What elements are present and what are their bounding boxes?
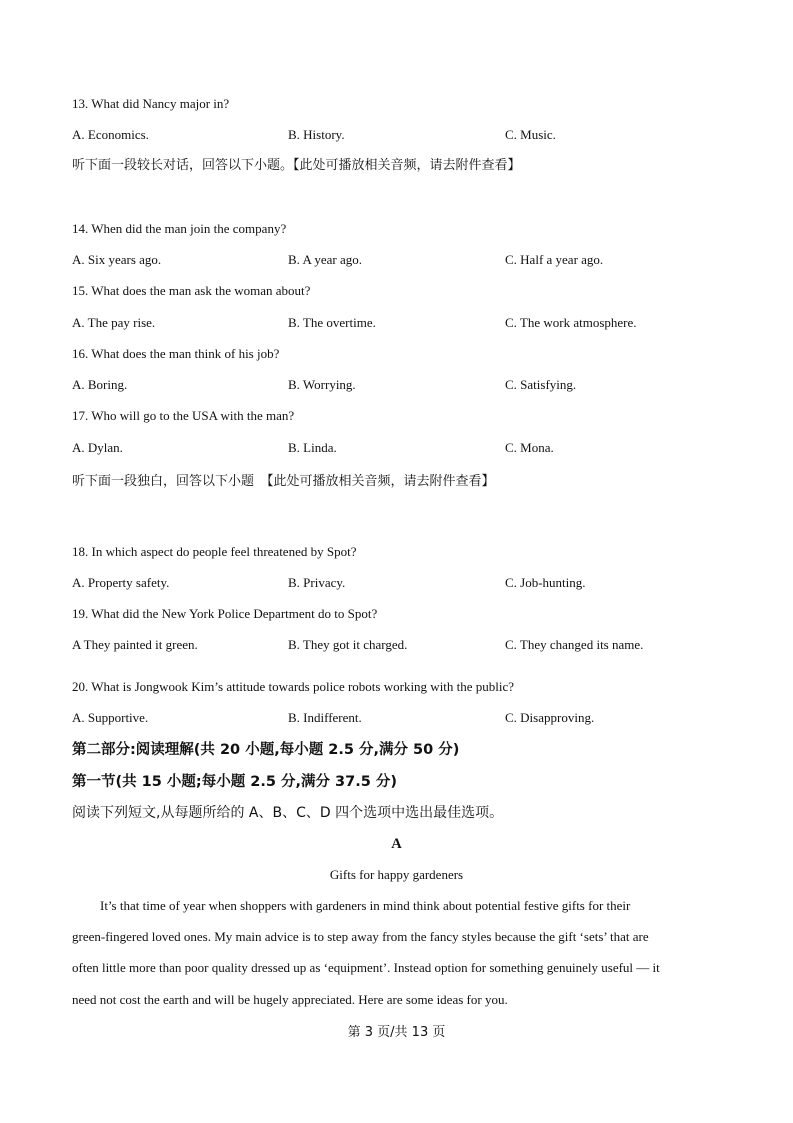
question-14-option-a: A. Six years ago.: [72, 252, 162, 267]
passage-title: Gifts for happy gardeners: [329, 867, 464, 882]
question-15-option-c: C. The work atmosphere.: [505, 315, 637, 330]
question-17-option-c: C. Mona.: [505, 440, 554, 455]
question-19-option-b: B. They got it charged.: [288, 637, 408, 652]
question-15-option-b: B. The overtime.: [288, 315, 376, 330]
question-13-option-a: A. Economics.: [72, 127, 149, 142]
question-18-option-c: C. Job-hunting.: [505, 575, 586, 590]
question-16-stem: 16. What does the man think of his job?: [72, 346, 280, 361]
question-13-option-b: B. History.: [288, 127, 345, 142]
question-13-option-c: C. Music.: [505, 127, 556, 142]
question-17-option-b: B. Linda.: [288, 440, 337, 455]
question-20-option-b: B. Indifferent.: [288, 710, 362, 725]
question-15-option-a: A. The pay rise.: [72, 315, 156, 330]
question-16-option-b: B. Worrying.: [288, 377, 356, 392]
question-17-stem: 17. Who will go to the USA with the man?: [72, 408, 295, 423]
question-19-option-a: A They painted it green.: [72, 637, 198, 652]
page-number: 第 3 页/共 13 页: [347, 1025, 446, 1040]
question-14-option-b: B. A year ago.: [288, 252, 363, 267]
question-18-option-b: B. Privacy.: [288, 575, 346, 590]
passage-letter: A: [391, 836, 402, 852]
question-16-option-a: A. Boring.: [72, 377, 128, 392]
question-17-option-a: A. Dylan.: [72, 440, 123, 455]
question-20-stem: 20. What is Jongwook Kim’s attitude towards police robots working with the public?: [72, 679, 515, 694]
section-heading: 第二部分:阅读理解(共 20 小题,每小题 2.5 分,满分 50 分): [72, 742, 460, 758]
passage-line: green-fingered loved ones. My main advice is to step away from the fancy styles because the gift ‘sets’ that are: [72, 929, 649, 944]
question-14-stem: 14. When did the man join the company?: [72, 221, 287, 236]
question-14-option-c: C. Half a year ago.: [505, 252, 604, 267]
instruction-long-dialogue: 听下面一段较长对话，回答以下小题。【此处可播放相关音频，请去附件查看】: [72, 158, 521, 173]
section-sub-heading: 第一节(共 15 小题;每小题 2.5 分,满分 37.5 分): [72, 774, 397, 790]
question-15-stem: 15. What does the man ask the woman about?: [72, 283, 311, 298]
passage-line: need not cost the earth and will be hugely appreciated. Here are some ideas for you.: [72, 992, 508, 1007]
instruction-monologue: 听下面一段独白，回答以下小题 【此处可播放相关音频，请去附件查看】: [72, 474, 495, 489]
question-20-option-c: C. Disapproving.: [505, 710, 595, 725]
question-13-stem: 13. What did Nancy major in?: [72, 96, 230, 111]
question-19-option-c: C. They changed its name.: [505, 637, 644, 652]
question-20-option-a: A. Supportive.: [72, 710, 149, 725]
question-19-stem: 19. What did the New York Police Department do to Spot?: [72, 606, 378, 621]
section-directions: 阅读下列短文,从每题所给的 A、B、C、D 四个选项中选出最佳选项。: [72, 805, 504, 821]
question-18-stem: 18. In which aspect do people feel threatened by Spot?: [72, 544, 357, 559]
passage-line: It’s that time of year when shoppers with gardeners in mind think about potential festive gifts for their: [100, 898, 631, 913]
question-16-option-c: C. Satisfying.: [505, 377, 577, 392]
passage-line: often little more than poor quality dressed up as ‘equipment’. Instead option for something genuinely useful — it: [72, 960, 660, 975]
question-18-option-a: A. Property safety.: [72, 575, 170, 590]
